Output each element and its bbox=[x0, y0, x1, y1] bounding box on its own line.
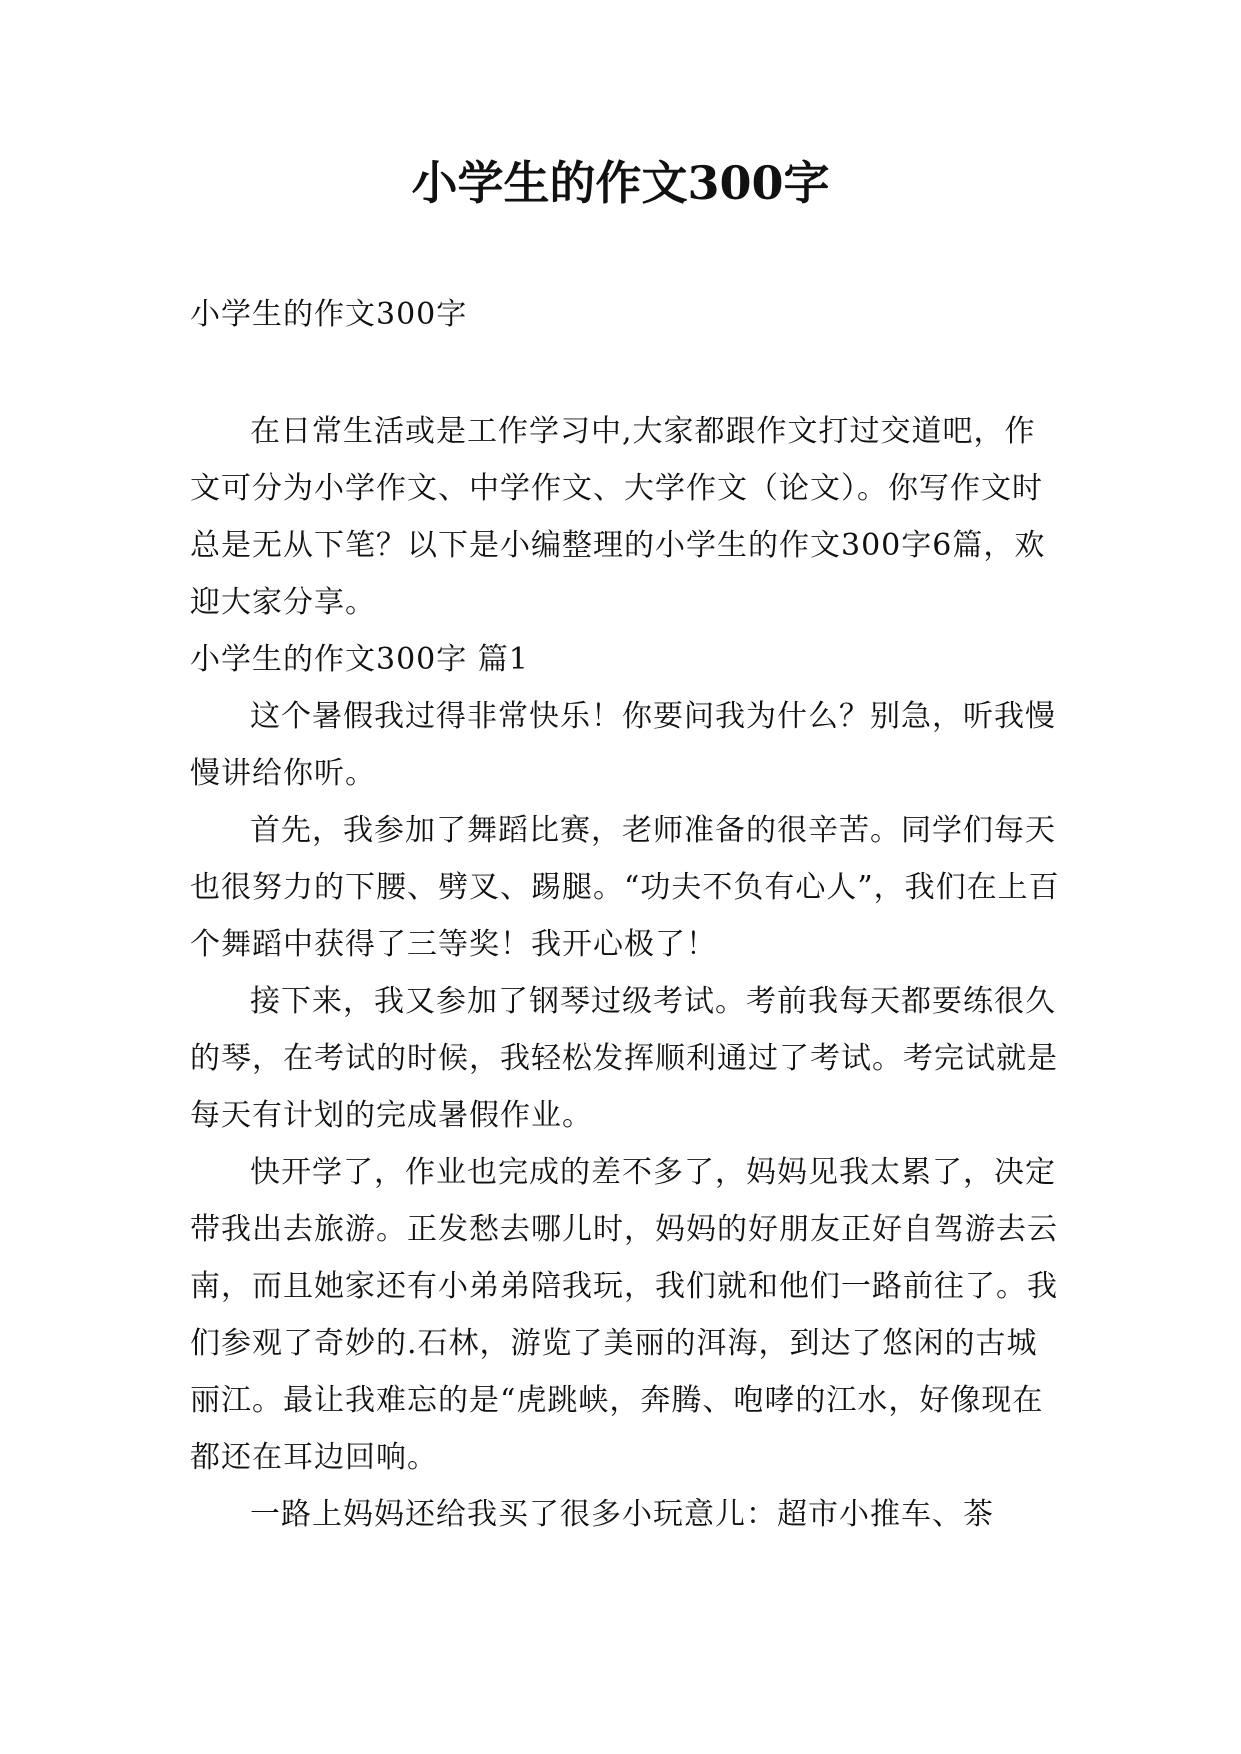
body-paragraph: 一路上妈妈还给我买了很多小玩意儿：超市小推车、茶 bbox=[250, 1497, 994, 1532]
document-subtitle: 小学生的作文300字 bbox=[190, 297, 468, 332]
body-paragraph: 这个暑假我过得非常快乐！你要问我为什么？别急，听我慢慢讲给你听。 bbox=[190, 699, 1056, 791]
body-paragraph: 快开学了，作业也完成的差不多了，妈妈见我太累了，决定带我出去旅游。正发愁去哪儿时，妈妈的好朋友正好自驾游去云南，而且她家还有小弟弟陪我玩，我们就和他们一路前往了。我们参观了奇妙的.石林，游览了美丽的洱海，到达了悠闲的古城丽江。最让我难忘的是“虎跳峡，奔腾、咆哮的江水，好像现在都还在耳边回响。 bbox=[190, 1155, 1058, 1475]
intro-paragraph: 在日常生活或是工作学习中,大家都跟作文打过交道吧，作文可分为小学作文、中学作文、大学作文（论文）。你写作文时总是无从下笔？以下是小编整理的小学生的作文300字6篇，欢迎大家分享。 bbox=[190, 414, 1046, 620]
document-body bbox=[190, 403, 1060, 1543]
body-paragraph: 接下来，我又参加了钢琴过级考试。考前我每天都要练很久的琴，在考试的时候，我轻松发挥顺利通过了考试。考完试就是每天有计划的完成暑假作业。 bbox=[190, 984, 1058, 1133]
section-heading: 小学生的作文300字 篇1 bbox=[190, 642, 529, 677]
body-paragraph: 首先，我参加了舞蹈比赛，老师准备的很辛苦。同学们每天也很努力的下腰、劈叉、踢腿。“功夫不负有心人”，我们在上百个舞蹈中获得了三等奖！我开心极了！ bbox=[190, 813, 1060, 962]
document-title: 小学生的作文300字 bbox=[411, 156, 830, 210]
